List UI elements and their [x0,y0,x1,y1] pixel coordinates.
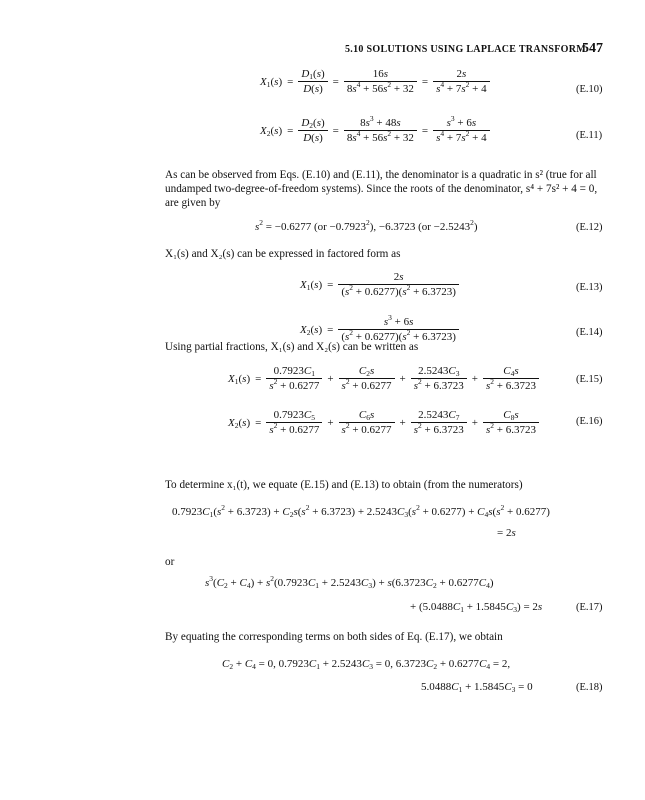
equation-label: (E.17) [576,602,603,613]
equation-e15: $X_1(s)$ = $\frac{0.7923C_1}{s^2 + 0.6277}$ + $\frac{C_2s}{s^2 + 0.6277}$ + $\frac{2.5243C_3}{s^2 + 6.3723}$ + $\frac{C_4s}{s^2 + 6.3723}$ [228,365,539,392]
equation-e12: $s^2 = -0.6277$ $(or -0.7923^2)$, −6.3723 $(or -2.5243^2)$ [255,218,478,233]
equation-label: (E.18) [576,682,603,693]
equation-e13: $X_1(s)$ = $\frac{2s}{(s^2 + 0.6277)(s^2 + 6.3723)}$ [300,271,459,298]
connector-word: or [165,556,175,568]
equation-label: (E.16) [576,416,603,427]
equation-label: (E.12) [576,222,603,233]
equation-e11: $X_2(s)$ = $\frac{D_2(s)}{D(s)}$ = $\frac{8s^3 + 48s}{8s^4 + 56s^2 + 32}$ = $\frac{s^3 + 6s}{s^4 + 7s^2 + 4}$ [260,117,490,144]
equation-label: (E.14) [576,327,603,338]
equation-label: (E.10) [576,84,603,95]
equation-e10: $X_1(s)$ = $\frac{D_1(s)}{D(s)}$ = $\frac{16s}{8s^4 + 56s^2 + 32}$ = $\frac{2s}{s^4 + 7s^2 + 4}$ [260,68,490,95]
running-head: 5.10 SOLUTIONS USING LAPLACE TRANSFORM [345,44,586,55]
equation-rhs: = 2s [497,527,516,539]
page-number: 547 [582,41,603,56]
equation-e17-line1: $s^3(C_2 + C_4) + s^2(0.7923C_1 + 2.5243C_3) + s(6.3723C_2 + 0.6277C_4)$ [205,574,494,590]
paragraph-line: are given by [165,197,221,209]
paragraph-line: Using partial fractions, X₁(s) and X₂(s) can be written as [165,341,419,353]
equation-e14: $X_2(s)$ = $\frac{s^3 + 6s}{(s^2 + 0.6277)(s^2 + 6.3723)}$ [300,316,459,343]
equation-e16: $X_2(s)$ = $\frac{0.7923C_5}{s^2 + 0.6277}$ + $\frac{C_6s}{s^2 + 0.6277}$ + $\frac{2.5243C_7}{s^2 + 6.3723}$ + $\frac{C_8s}{s^2 + 6.3723}$ [228,409,539,436]
paragraph-line: undamped two-degree-of-freedom systems). Since the roots of the denominator, s⁴ + 7s² + 4 = 0, [165,183,598,195]
equation-label: (E.15) [576,374,603,385]
equation-e17-line2: + $(5.0488C_1 + 1.5845C_3) = 2s$ [410,601,543,614]
equation-e18-line1: $C_2 + C_4 = 0$, $0.7923C_1 + 2.5243C_3 = 0$, $6.3723C_2 + 0.6277C_4 = 2$, [222,658,511,671]
equation-label: (E.13) [576,282,603,293]
paragraph-line: By equating the corresponding terms on both sides of Eq. (E.17), we obtain [165,631,503,643]
paragraph-line: As can be observed from Eqs. (E.10) and (E.11), the denominator is a quadratic in s² (true for all [165,169,597,181]
equation-label: (E.11) [576,130,603,141]
equation-e18-line2: $5.0488C_1 + 1.5845C_3 = 0$ [421,681,533,694]
paragraph-line: To determine x₁(t), we equate (E.15) and (E.13) to obtain (from the numerators) [165,479,523,491]
paragraph-line: X₁(s) and X₂(s) can be expressed in factored form as [165,248,401,260]
equation-numerators: $0.7923C_1(s^2 + 6.3723) + C_2s(s^2 + 6.3723) + 2.5243C_3(s^2 + 0.6277) + C_4s(s^2 + 0.6277)$ [172,503,550,519]
